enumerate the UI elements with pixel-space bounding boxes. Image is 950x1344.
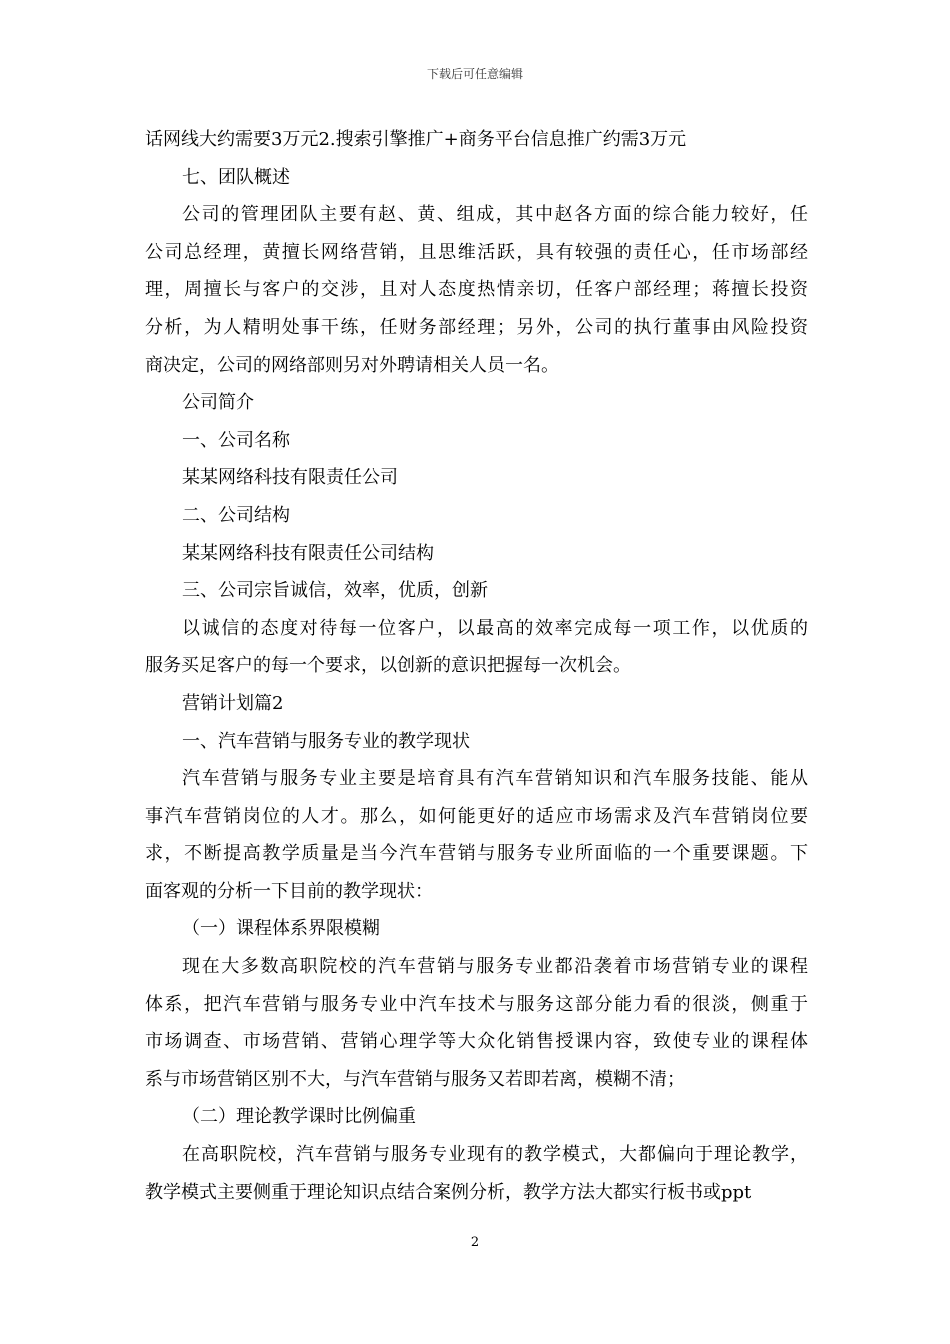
paragraph-line: 公司总经理，黄擅长网络营销，且思维活跃，具有较强的责任心，任市场部经: [145, 241, 808, 263]
paragraph-line: 以诚信的态度对待每一位客户，以最高的效率完成每一项工作，以优质的: [182, 617, 808, 639]
paragraph-line: 公司的管理团队主要有赵、黄、组成，其中赵各方面的综合能力较好，任: [182, 204, 808, 226]
paragraph-line: 服务买足客户的每一个要求，以创新的意识把握每一次机会。: [145, 655, 631, 677]
paragraph-line: 话网线大约需要3万元2.搜索引擎推广+商务平台信息推广约需3万元: [145, 129, 687, 150]
section-heading: 一、公司名称: [182, 429, 290, 451]
paragraph-line: 教学模式主要侧重于理论知识点结合案例分析，教学方法大都实行板书或ppt: [145, 1181, 752, 1203]
section-heading: 二、公司结构: [182, 504, 290, 526]
paragraph-line: 某某网络科技有限责任公司结构: [182, 542, 434, 564]
section-heading: 三、公司宗旨诚信，效率，优质，创新: [182, 580, 488, 602]
page-header: 下载后可任意编辑: [426, 67, 523, 81]
paragraph-line: 分析，为人精明处事干练，任财务部经理；另外，公司的执行董事由风险投资: [145, 316, 808, 338]
paragraph-line: 市场调查、市场营销、营销心理学等大众化销售授课内容，致使专业的课程体: [145, 1031, 808, 1053]
section-heading: （一）课程体系界限模糊: [182, 918, 380, 940]
paragraph-line: 某某网络科技有限责任公司: [182, 467, 398, 489]
paragraph-line: 事汽车营销岗位的人才。那么，如何能更好的适应市场需求及汽车营销岗位要: [145, 805, 808, 827]
paragraph-line: 体系，把汽车营销与服务专业中汽车技术与服务这部分能力看的很淡，侧重于: [145, 993, 808, 1015]
paragraph-line: 在高职院校，汽车营销与服务专业现有的教学模式，大都偏向于理论教学，: [182, 1144, 808, 1166]
paragraph-line: 现在大多数高职院校的汽车营销与服务专业都沿袭着市场营销专业的课程: [182, 956, 808, 978]
paragraph-line: 汽车营销与服务专业主要是培育具有汽车营销知识和汽车服务技能、能从: [182, 768, 808, 790]
paragraph-line: 求，不断提高教学质量是当今汽车营销与服务专业所面临的一个重要课题。下: [145, 843, 808, 865]
page-number: 2: [470, 1235, 480, 1250]
section-heading: 一、汽车营销与服务专业的教学现状: [182, 730, 470, 752]
section-heading: 公司简介: [182, 392, 254, 414]
section-heading: 七、团队概述: [182, 166, 290, 188]
section-heading: （二）理论教学课时比例偏重: [182, 1106, 416, 1128]
paragraph-line: 商决定，公司的网络部则另对外聘请相关人员一名。: [145, 354, 559, 376]
paragraph-line: 理，周擅长与客户的交涉，且对人态度热情亲切，任客户部经理；蒋擅长投资: [145, 279, 808, 301]
paragraph-line: 系与市场营销区别不大，与汽车营销与服务又若即若离，模糊不清；: [145, 1068, 685, 1090]
section-heading: 营销计划篇2: [182, 692, 284, 714]
paragraph-line: 面客观的分析一下目前的教学现状：: [145, 880, 433, 902]
document-body: [145, 121, 808, 1211]
